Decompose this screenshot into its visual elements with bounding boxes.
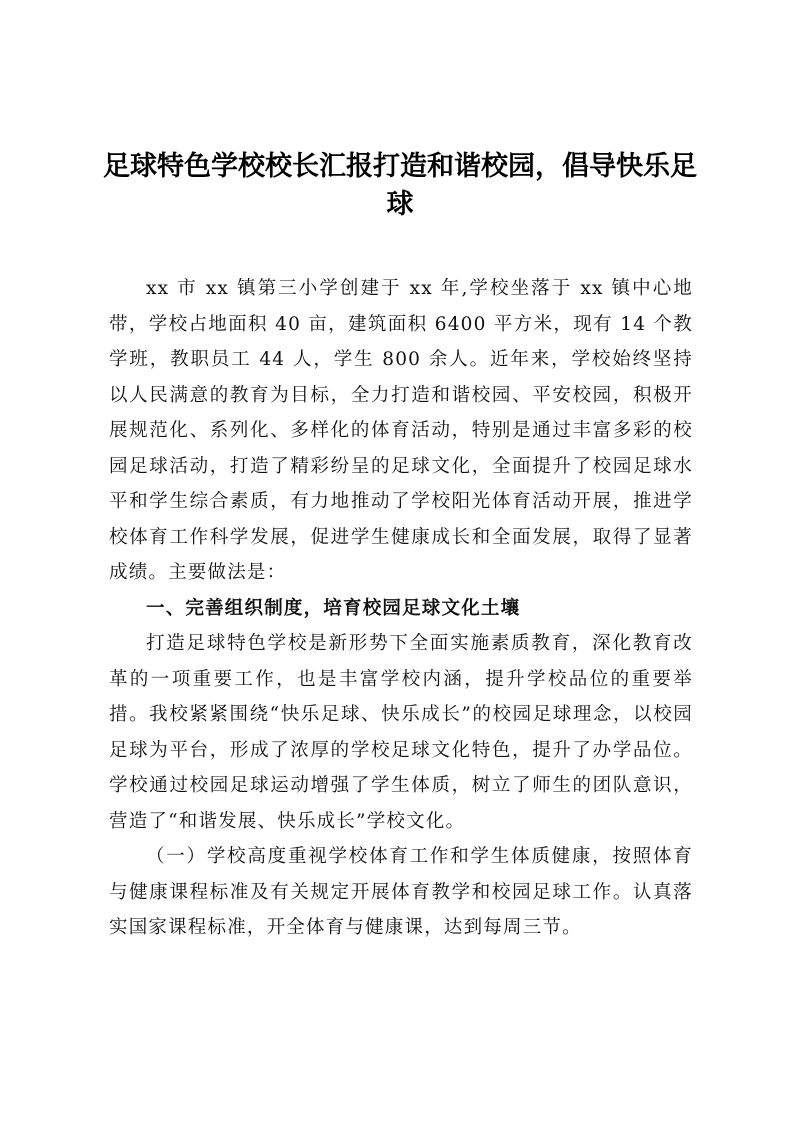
- subsection-1-paragraph: （一）学校高度重视学校体育工作和学生体质健康，按照体育与健康课程标准及有关规定开展体育教学和校园足球工作。认真落实国家课程标准，开全体育与健康课，达到每周三节。: [109, 846, 693, 938]
- section-heading-1: 一、完善组织制度，培育校园足球文化土壤: [146, 597, 521, 619]
- document-body: [109, 271, 693, 946]
- document-title: 足球特色学校校长汇报打造和谐校园，倡导快乐足球: [103, 151, 697, 220]
- section-1-paragraph: 打造足球特色学校是新形势下全面实施素质教育，深化教育改革的一项重要工作，也是丰富学校内涵，提升学校品位的重要举措。我校紧紧围绕“快乐足球、快乐成长”的校园足球理念，以校园足球为平台，形成了浓厚的学校足球文化特色，提升了办学品位。学校通过校园足球运动增强了学生体质，树立了师生的团队意识，营造了“和谐发展、快乐成长”学校文化。: [109, 633, 693, 832]
- intro-paragraph: xx 市 xx 镇第三小学创建于 xx 年,学校坐落于 xx 镇中心地带，学校占地面积 40 亩，建筑面积 6400 平方米，现有 14 个教学班，教职员工 44 人，学生 800 余人。近年来，学校始终坚持以人民满意的教育为目标，全力打造和谐校园、平安校园，积极开展规范化、系列化、多样化的体育活动，特别是通过丰富多彩的校园足球活动，打造了精彩纷呈的足球文化，全面提升了校园足球水平和学生综合素质，有力地推动了学校阳光体育活动开展，推进学校体育工作科学发展，促进学生健康成长和全面发展，取得了显著成绩。主要做法是：: [109, 278, 693, 583]
